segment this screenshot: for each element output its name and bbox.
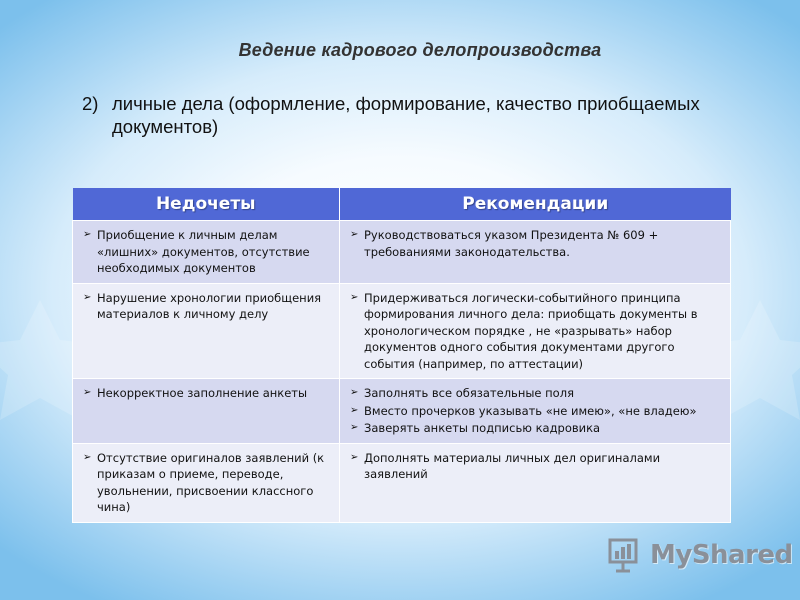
recommendation-cell	[340, 379, 731, 444]
bullet-text: Заверять анкеты подписью кадровика	[364, 421, 601, 435]
bullet-item	[350, 403, 722, 420]
presentation-board-icon	[606, 536, 646, 574]
bullet-text: Заполнять все обязательные поля	[364, 386, 574, 400]
table-row	[73, 443, 731, 522]
arrow-bullet-icon: ➢	[350, 291, 359, 303]
arrow-bullet-icon: ➢	[83, 387, 92, 398]
bullet-item	[83, 227, 331, 277]
header-issues: Недочеты	[73, 188, 340, 221]
bullet-item	[350, 290, 722, 373]
table-header-row	[73, 188, 731, 221]
bullet-text: Нарушение хронологии приобщения материалов к личному делу	[97, 290, 322, 321]
table-row	[73, 221, 731, 284]
bullet-item	[350, 450, 722, 483]
arrow-bullet-icon: ➢	[350, 422, 359, 433]
watermark-logo	[606, 536, 793, 574]
recommendation-cell	[340, 221, 731, 284]
issue-cell	[73, 443, 340, 522]
bullet-item	[83, 450, 331, 516]
bullet-item	[83, 290, 331, 323]
issue-cell	[73, 283, 340, 379]
arrow-bullet-icon: ➢	[83, 229, 92, 240]
recommendations-table	[72, 188, 731, 523]
arrow-bullet-icon: ➢	[350, 451, 359, 463]
issue-cell	[73, 221, 340, 284]
bullet-text: Дополнять материалы личных дел оригиналами заявлений	[364, 450, 661, 481]
bullet-item	[350, 420, 722, 437]
arrow-bullet-icon: ➢	[83, 451, 92, 463]
bullet-text: Приобщение к личным делам «лишних» документов, отсутствие необходимых документов	[97, 228, 310, 275]
bullet-text: Руководствоваться указом Президента № 609 + требованиями законодательства.	[364, 228, 659, 259]
bullet-text: Некорректное заполнение анкеты	[97, 386, 308, 400]
recommendation-cell	[340, 283, 731, 379]
watermark-text: MyShared	[650, 540, 793, 570]
bullet-text: Придерживаться логически-событийного принципа формирования личного дела: приобщать документы в хронологическом порядке , не «разрывать» набор документов одного события документами другого события (например, по аттестации)	[364, 290, 698, 371]
point-number: 2)	[82, 93, 99, 114]
bullet-text: Вместо прочерков указывать «не имею», «не владею»	[364, 403, 697, 418]
bullet-item	[83, 385, 331, 402]
table-row	[73, 379, 731, 444]
bullet-text: Отсутствие оригиналов заявлений (к приказам о приеме, переводе, увольнении, присвоении классного чина)	[97, 450, 325, 514]
bullet-item	[350, 227, 722, 260]
point-text: личные дела (оформление, формирование, качество приобщаемых документов)	[112, 93, 700, 137]
numbered-point	[82, 92, 762, 138]
arrow-bullet-icon: ➢	[350, 229, 359, 240]
header-recommendations: Рекомендации	[340, 188, 731, 221]
slide-title: Ведение кадрового делопроизводства	[238, 40, 602, 60]
bullet-item	[350, 385, 722, 402]
arrow-bullet-icon: ➢	[350, 387, 359, 398]
table-row	[73, 283, 731, 379]
arrow-bullet-icon: ➢	[350, 404, 359, 416]
arrow-bullet-icon: ➢	[83, 291, 92, 303]
issue-cell	[73, 379, 340, 444]
recommendation-cell	[340, 443, 731, 522]
